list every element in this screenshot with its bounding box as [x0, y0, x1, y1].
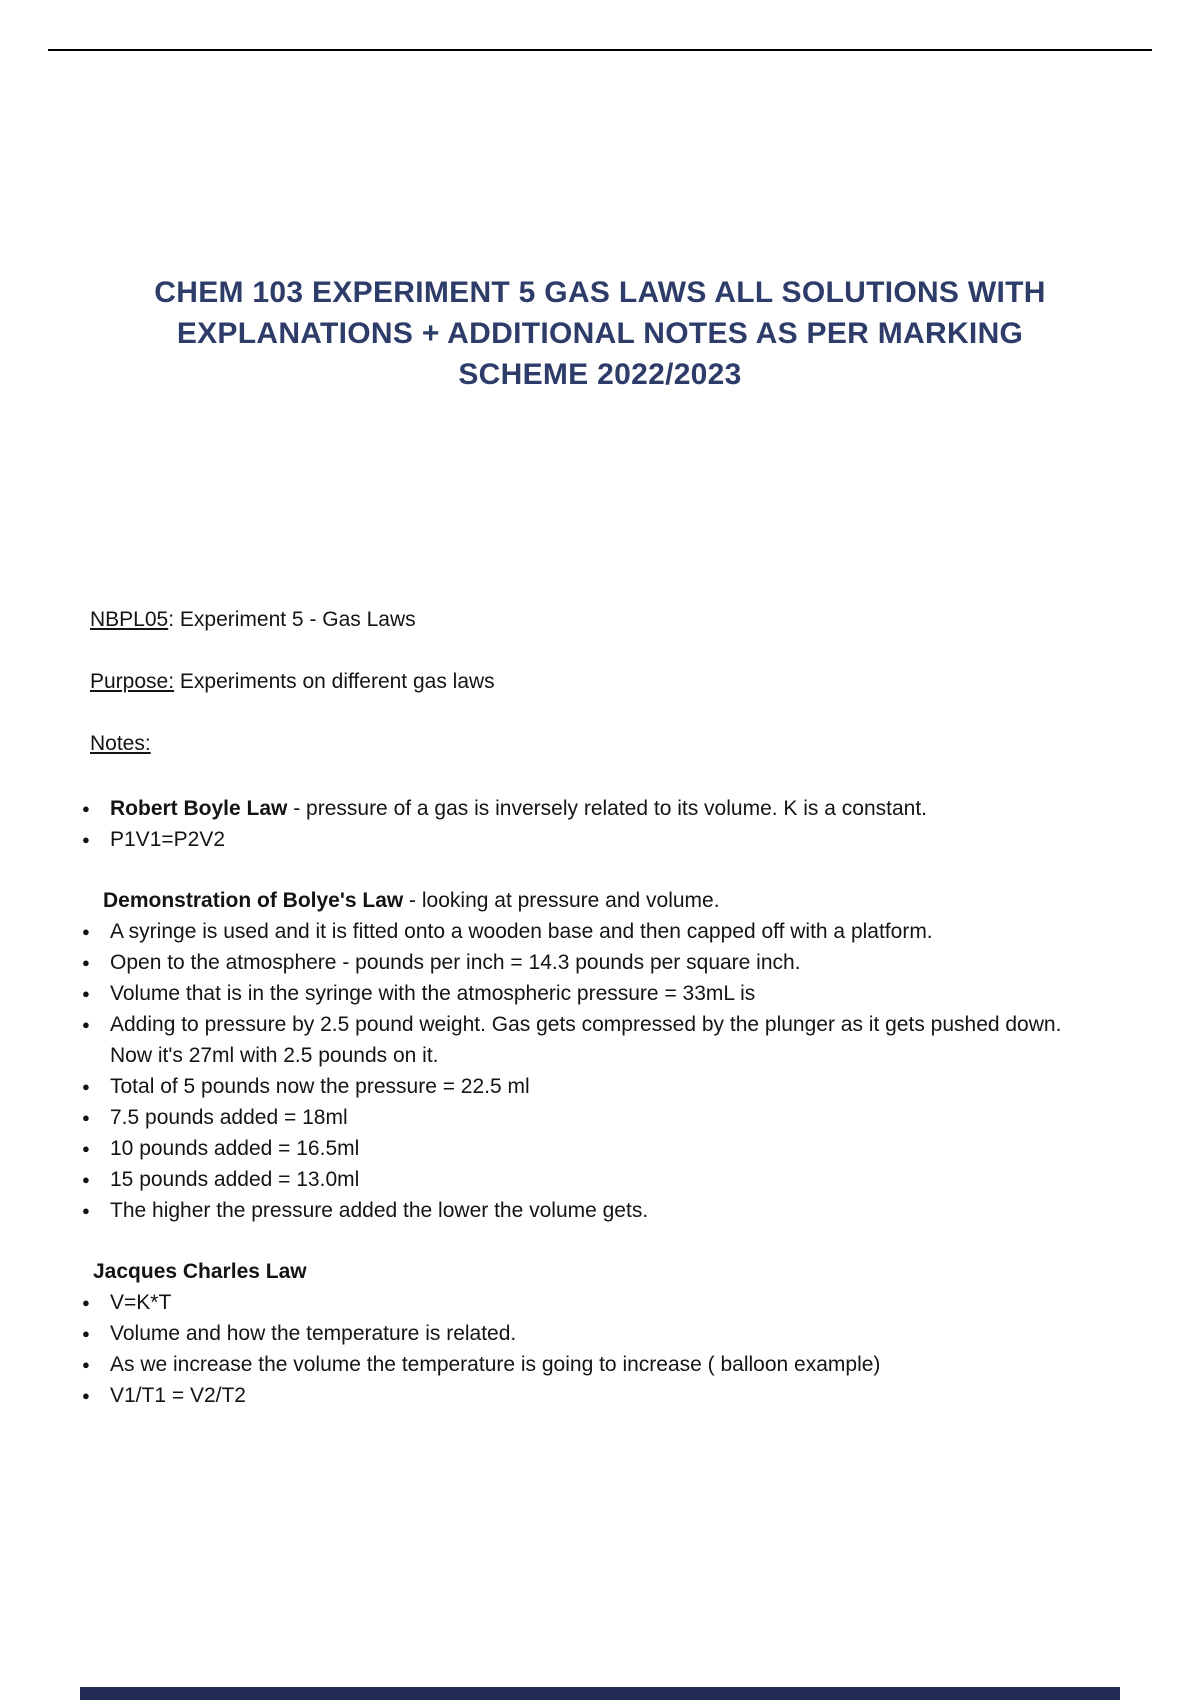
top-rule-divider [48, 49, 1152, 51]
purpose-label: Purpose: [90, 670, 175, 693]
charles-law-list [82, 1287, 1090, 1411]
list-item-text: Robert Boyle Law - pressure of a gas is inversely related to its volume. K is a constant. [110, 797, 927, 820]
list-item [82, 947, 1090, 978]
list-item-text: 7.5 pounds added = 18ml [110, 1106, 348, 1129]
bullet-icon: ● [82, 1017, 90, 1032]
intro-section [90, 607, 1090, 757]
bottom-page-bar [80, 1687, 1120, 1700]
bullet-icon: ● [82, 1326, 90, 1341]
experiment-id-line [90, 607, 1090, 633]
list-item-text: Volume and how the temperature is related. [110, 1322, 517, 1345]
list-item-text: V1/T1 = V2/T2 [110, 1384, 246, 1407]
bullet-icon: ● [82, 1172, 90, 1187]
bullet-icon: ● [82, 1203, 90, 1218]
list-item [82, 824, 1090, 855]
list-item-text: A syringe is used and it is fitted onto a wooden base and then capped off with a platform. [110, 920, 933, 943]
demonstration-heading: Demonstration of Bolye's Law - looking at pressure and volume. [103, 889, 720, 912]
list-item-text: V=K*T [110, 1291, 172, 1314]
page-title-line-3: SCHEME 2022/2023 [458, 358, 742, 391]
list-item [82, 978, 1090, 1009]
list-item [82, 1349, 1090, 1380]
list-item-text: Open to the atmosphere - pounds per inch = 14.3 pounds per square inch. [110, 951, 801, 974]
list-item [82, 1071, 1090, 1102]
boyle-law-list [82, 793, 1090, 855]
notes-label: Notes: [90, 732, 151, 755]
notes-line [90, 731, 1090, 757]
list-item-text: Adding to pressure by 2.5 pound weight. Gas gets compressed by the plunger as it gets pushed down. Now it's 27ml with 2.5 pounds on it. [110, 1013, 1062, 1067]
list-item-text: 10 pounds added = 16.5ml [110, 1137, 360, 1160]
list-item [82, 1287, 1090, 1318]
list-item [82, 793, 1090, 824]
list-item [82, 1195, 1090, 1226]
bullet-icon: ● [82, 924, 90, 939]
bullet-icon: ● [82, 1141, 90, 1156]
bullet-icon: ● [82, 955, 90, 970]
list-item [82, 1380, 1090, 1411]
demonstration-list [82, 916, 1090, 1226]
list-item [82, 916, 1090, 947]
list-item-text: Total of 5 pounds now the pressure = 22.5 ml [110, 1075, 530, 1098]
bullet-icon: ● [82, 1110, 90, 1125]
list-item-text: P1V1=P2V2 [110, 828, 226, 851]
charles-law-heading: Jacques Charles Law [93, 1260, 307, 1283]
purpose-text: Experiments on different gas laws [174, 670, 495, 693]
list-item-text: 15 pounds added = 13.0ml [110, 1168, 360, 1191]
list-item-text: Volume that is in the syringe with the atmospheric pressure = 33mL is [110, 982, 756, 1005]
page-title-line-1: CHEM 103 EXPERIMENT 5 GAS LAWS ALL SOLUTIONS WITH [154, 276, 1046, 309]
bullet-icon: ● [82, 1357, 90, 1372]
document-body [0, 607, 1200, 1411]
experiment-id-label: NBPL05 [90, 608, 169, 631]
list-item-text: The higher the pressure added the lower the volume gets. [110, 1199, 649, 1222]
experiment-id-text: : Experiment 5 - Gas Laws [168, 608, 416, 631]
page-title [130, 0, 1070, 395]
bullet-icon: ● [82, 801, 90, 816]
list-item [82, 1102, 1090, 1133]
list-item [82, 1164, 1090, 1195]
purpose-line [90, 669, 1090, 695]
list-item [82, 1133, 1090, 1164]
bullet-icon: ● [82, 832, 90, 847]
bullet-icon: ● [82, 986, 90, 1001]
page-title-line-2: EXPLANATIONS + ADDITIONAL NOTES AS PER MARKING [176, 317, 1024, 350]
list-item [82, 1318, 1090, 1349]
bullet-icon: ● [82, 1388, 90, 1403]
bullet-icon: ● [82, 1295, 90, 1310]
bullet-icon: ● [82, 1079, 90, 1094]
list-item-text: As we increase the volume the temperature is going to increase ( balloon example) [110, 1353, 881, 1376]
list-item [82, 1009, 1090, 1071]
